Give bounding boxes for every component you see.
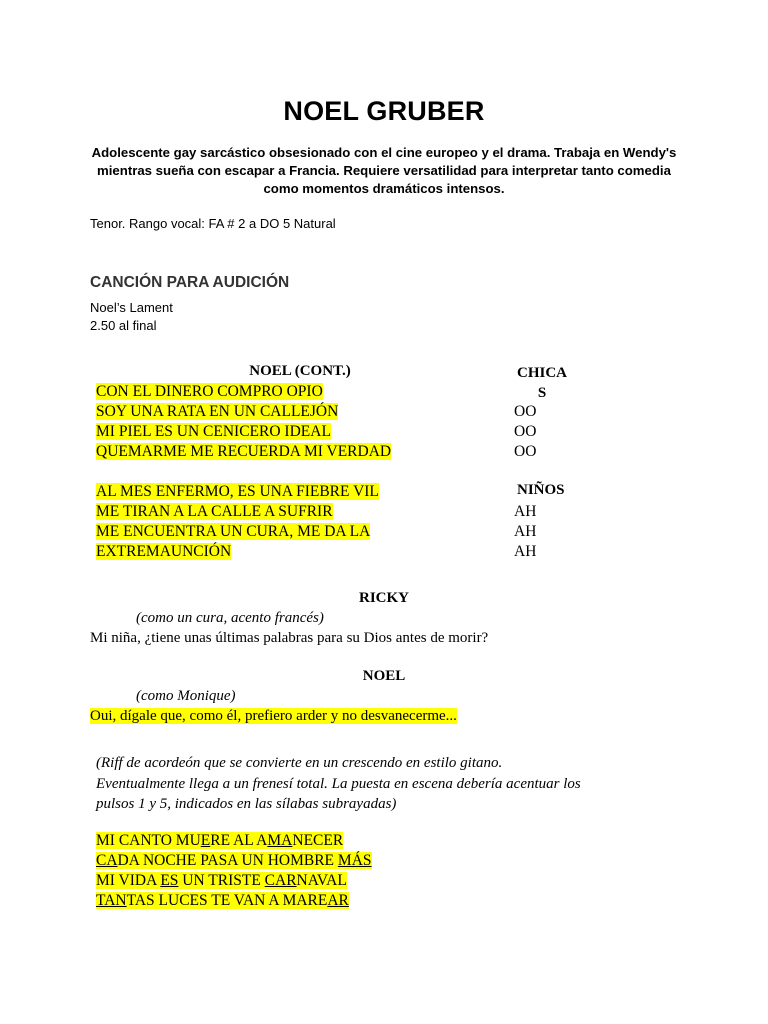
lyric-block-1: [96, 382, 391, 462]
lyric-line: AL MES ENFERMO, ES UNA FIEBRE VIL: [96, 483, 379, 500]
lyric-line: TANTAS LUCES TE VAN A MAREAR: [96, 892, 349, 909]
response: OO: [514, 403, 537, 420]
ninos-responses: [514, 502, 536, 562]
vocal-range: Tenor. Rango vocal: FA # 2 a DO 5 Natural: [90, 216, 336, 231]
noel-line: [90, 708, 457, 725]
lyric-line: MI CANTO MUERE AL AMANECER: [96, 832, 344, 849]
lyric-line: MI PIEL ES UN CENICERO IDEAL: [96, 423, 331, 440]
response: OO: [514, 423, 537, 440]
character-description: Adolescente gay sarcástico obsesionado con el cine europeo y el drama. Trabaja en Wendy's mientras sueña con escapar a Francia. Requiere versatilidad para interpretar tanto comedia como momentos dramáticos intensos.: [91, 145, 677, 196]
audition-heading: CANCIÓN PARA AUDICIÓN: [90, 274, 290, 291]
lyric-line: SOY UNA RATA EN UN CALLEJÓN: [96, 403, 339, 420]
chicas-responses: [514, 402, 536, 462]
response: OO: [514, 443, 537, 460]
ricky-character-name: RICKY: [358, 590, 409, 606]
response: AH: [514, 543, 537, 560]
ricky-line: Mi niña, ¿tiene unas últimas palabras para su Dios antes de morir?: [90, 630, 489, 646]
lyric-line: CON EL DINERO COMPRO OPIO: [96, 383, 323, 400]
noel-character-name: NOEL: [362, 668, 406, 684]
chicas-header-line2: S: [537, 385, 547, 401]
noel-cont-header: NOEL (CONT.): [249, 363, 351, 379]
lyric-line: EXTREMAUNCIÓN: [96, 543, 232, 560]
chicas-header: [500, 363, 584, 403]
lyric-block-3: [96, 831, 372, 911]
lyric-line: MI VIDA ES UN TRISTE CARNAVAL: [96, 872, 347, 889]
response: AH: [514, 503, 537, 520]
lyric-line: QUEMARME ME RECUERDA MI VERDAD: [96, 443, 392, 460]
ricky-direction: (como un cura, acento francés): [136, 610, 324, 626]
noel-line-text: Oui, dígale que, como él, prefiero arder y no desvanecerme...: [90, 708, 457, 724]
page-title: NOEL GRUBER: [283, 96, 485, 126]
lyric-line: ME ENCUENTRA UN CURA, ME DA LA: [96, 523, 371, 540]
lyric-line: CADA NOCHE PASA UN HOMBRE MÁS: [96, 852, 372, 869]
chicas-header-line1: CHICA: [516, 365, 567, 381]
lyric-line: ME TIRAN A LA CALLE A SUFRIR: [96, 503, 333, 520]
stage-direction: (Riff de acordeón que se convierte en un crescendo en estilo gitano. Eventualmente llega a un frenesí total. La puesta en escena debería acentuar los pulsos 1 y 5, indicados en las sílabas subrayadas): [96, 755, 581, 812]
song-title: Noel’s Lament: [90, 300, 173, 315]
response: AH: [514, 523, 537, 540]
noel-direction: (como Monique): [136, 688, 236, 704]
lyric-block-2: [96, 482, 379, 562]
ninos-header: NIÑOS: [517, 482, 565, 498]
song-timing: 2.50 al final: [90, 318, 157, 333]
